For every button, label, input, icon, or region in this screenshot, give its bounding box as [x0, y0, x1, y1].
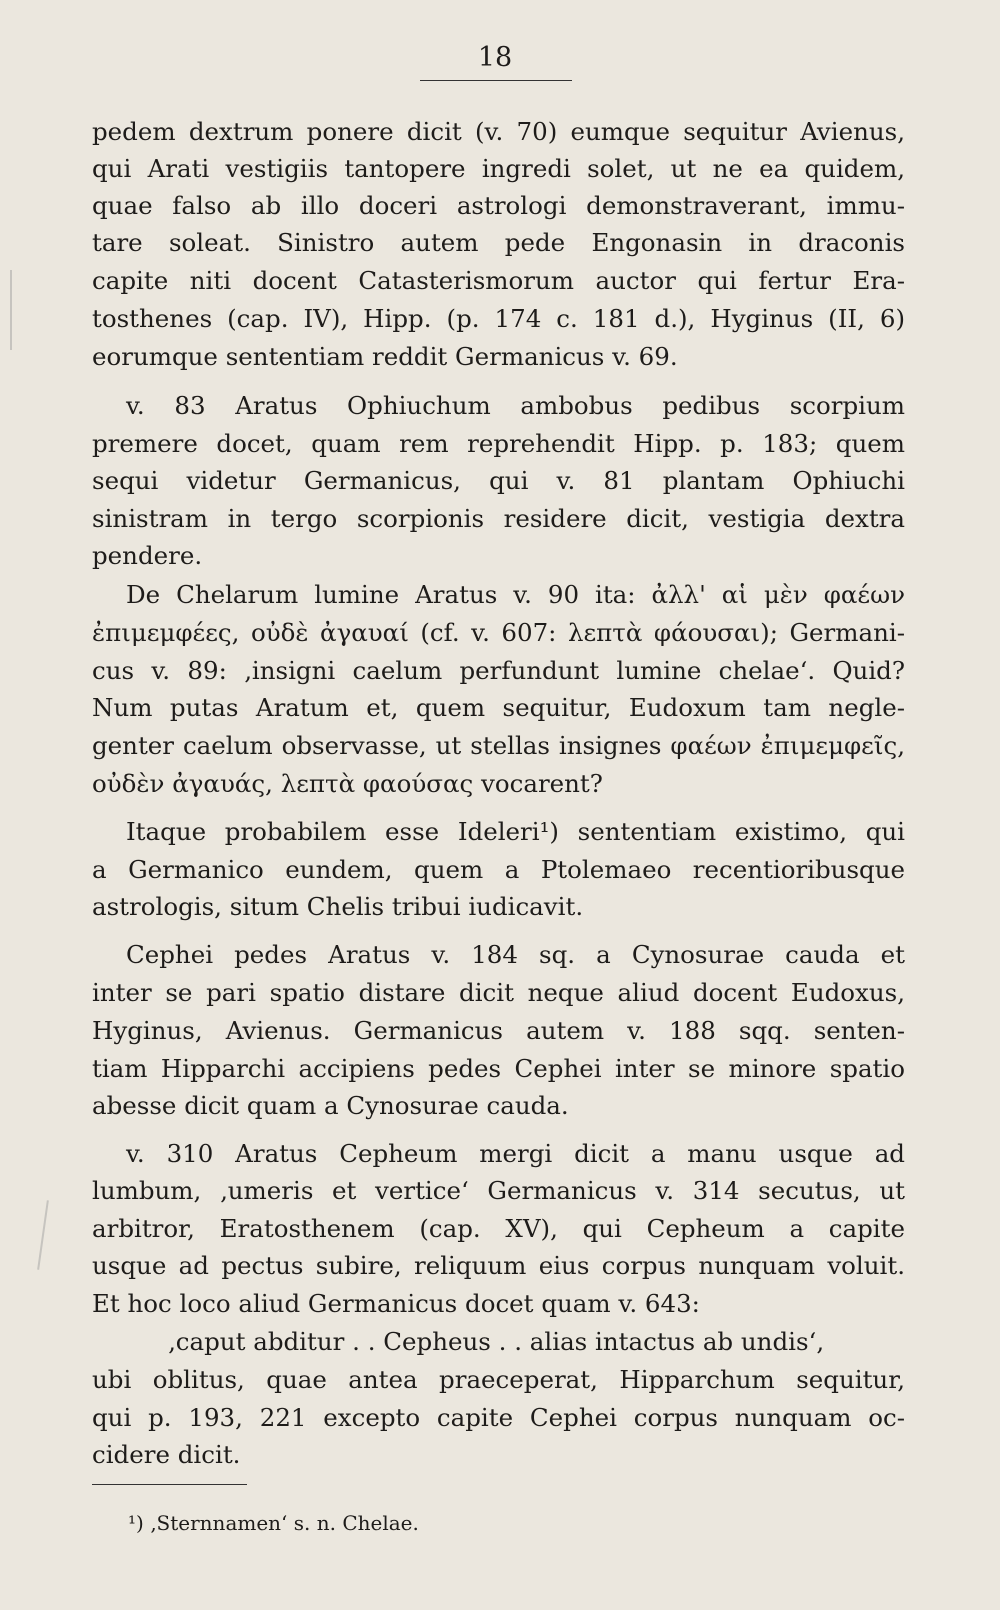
page-number-rule [420, 80, 572, 81]
text-line: quae falso ab illo doceri astrologi demonstraverant, immu- [92, 191, 905, 220]
text-line: Et hoc loco aliud Germanicus docet quam v. 643: [92, 1289, 700, 1318]
text-line: sequi videtur Germanicus, qui v. 81 plantam Ophiuchi [92, 466, 905, 495]
text-line: a Germanico eundem, quem a Ptolemaeo recentioribusque [92, 855, 905, 884]
text-line: arbitror, Eratosthenem (cap. XV), qui Cepheum a capite [92, 1214, 905, 1243]
text-line: qui p. 193, 221 excepto capite Cephei corpus nunquam oc- [92, 1403, 905, 1432]
text-line: capite niti docent Catasterismorum auctor qui fertur Era- [92, 266, 905, 295]
footnote [128, 1510, 419, 1536]
footnote-marker: ¹) [128, 1511, 144, 1535]
text-line: οὐδὲν ἀγαυάς, λεπτὰ φαούσας vocarent? [92, 769, 603, 798]
text-line: cidere dicit. [92, 1440, 241, 1469]
text-line: Num putas Aratum et, quem sequitur, Eudoxum tam negle- [92, 693, 905, 722]
text-line: sinistram in tergo scorpionis residere dicit, vestigia dextra [92, 504, 905, 533]
text-line: astrologis, situm Chelis tribui iudicavit. [92, 892, 584, 921]
text-line: ubi oblitus, quae antea praeceperat, Hipparchum sequitur, [92, 1365, 905, 1394]
text-line: tosthenes (cap. IV), Hipp. (p. 174 c. 181 d.), Hyginus (II, 6) [92, 304, 905, 333]
text-line: premere docet, quam rem reprehendit Hipp. p. 183; quem [92, 429, 905, 458]
text-line: usque ad pectus subire, reliquum eius corpus nunquam voluit. [92, 1251, 905, 1280]
text-line: abesse dicit quam a Cynosurae cauda. [92, 1091, 569, 1120]
footnote-rule [92, 1484, 247, 1485]
text-line: pendere. [92, 541, 203, 570]
text-line: inter se pari spatio distare dicit neque aliud docent Eudoxus, [92, 978, 905, 1007]
text-line: v. 83 Aratus Ophiuchum ambobus pedibus scorpium [126, 391, 905, 420]
text-line: ἐπιμεμφέες, οὐδὲ ἀγαυαί (cf. v. 607: λεπτὰ φάουσαι); Germani- [92, 618, 905, 647]
text-line: qui Arati vestigiis tantopere ingredi solet, ut ne ea quidem, [92, 154, 905, 183]
quotation-line: ‚caput abditur . . Cepheus . . alias intactus ab undis‘, [168, 1327, 825, 1356]
text-line: Hyginus, Avienus. Germanicus autem v. 188 sqq. senten- [92, 1016, 905, 1045]
footnote-text: ‚Sternnamen‘ s. n. Chelae. [150, 1511, 419, 1535]
margin-mark [37, 1200, 48, 1270]
page-number: 18 [477, 42, 513, 73]
text-line: Cephei pedes Aratus v. 184 sq. a Cynosurae cauda et [126, 940, 905, 969]
text-line: cus v. 89: ‚insigni caelum perfundunt lumine chelae‘. Quid? [92, 656, 905, 685]
text-line: v. 310 Aratus Cepheum mergi dicit a manu usque ad [126, 1139, 905, 1168]
margin-mark [10, 270, 12, 350]
text-line: tiam Hipparchi accipiens pedes Cephei inter se minore spatio [92, 1054, 905, 1083]
text-line: genter caelum observasse, ut stellas insignes φαέων ἐπιμεμφεῖς, [92, 731, 905, 760]
text-line: eorumque sententiam reddit Germanicus v. 69. [92, 342, 678, 371]
text-line: De Chelarum lumine Aratus v. 90 ita: ἀλλ' αἱ μὲν φαέων [126, 580, 905, 609]
text-line: pedem dextrum ponere dicit (v. 70) eumque sequitur Avienus, [92, 117, 905, 146]
text-line: Itaque probabilem esse Ideleri¹) sententiam existimo, qui [126, 817, 905, 846]
text-line: tare soleat. Sinistro autem pede Engonasin in draconis [92, 228, 905, 257]
text-line: lumbum, ‚umeris et vertice‘ Germanicus v. 314 secutus, ut [92, 1176, 905, 1205]
